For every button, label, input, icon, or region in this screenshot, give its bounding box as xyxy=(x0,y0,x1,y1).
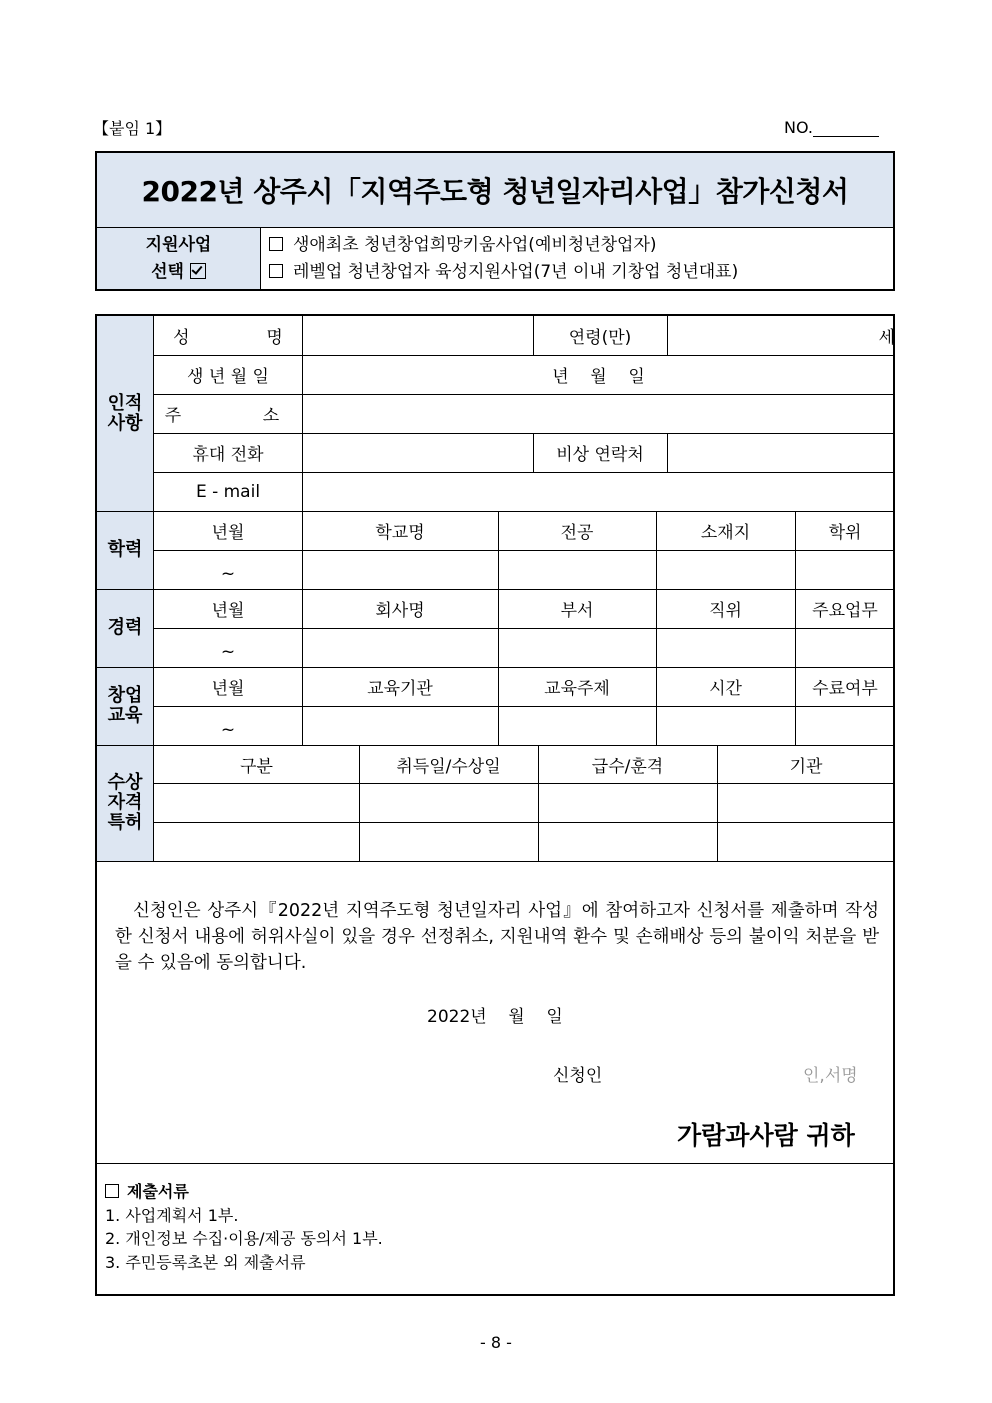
address-field[interactable] xyxy=(302,394,895,433)
age-field[interactable]: 세 xyxy=(878,328,895,348)
awards-header-date: 취득일/수상일 xyxy=(396,756,501,777)
startup-header-institution: 교육기관 xyxy=(367,679,433,699)
documents-title: 제출서류 xyxy=(105,1180,383,1204)
applicant-label: 신청인 xyxy=(553,1066,603,1086)
attachment-label: 【붙임 1】 xyxy=(93,119,172,138)
support-select-label xyxy=(97,228,261,289)
startup-header-hours: 시간 xyxy=(709,679,742,699)
document-number xyxy=(784,118,879,137)
address-label: 주 소 xyxy=(164,406,292,426)
date-line: 2022년 월 일 xyxy=(427,1007,563,1027)
edu-header-school: 학교명 xyxy=(375,523,425,543)
no-field[interactable] xyxy=(813,122,879,137)
career-date-field[interactable]: ~ xyxy=(220,641,236,662)
startup-edu-section-label: 창업 교육 xyxy=(97,667,154,745)
mobile-label: 휴대 전화 xyxy=(192,445,264,465)
checkbox-option-2[interactable] xyxy=(269,264,283,278)
birth-label: 생 년 월 일 xyxy=(187,367,269,387)
awards-section-label: 수상 자격 특허 xyxy=(97,745,154,861)
page-number: - 8 - xyxy=(480,1333,512,1352)
birth-field[interactable]: 년 월 일 xyxy=(552,367,645,387)
name-label: 성 명 xyxy=(173,328,305,348)
startup-header-topic: 교육주제 xyxy=(544,679,610,699)
document-item-1: 1. 사업계획서 1부. xyxy=(105,1205,239,1225)
no-label: NO. xyxy=(784,118,813,137)
career-header-dept: 부서 xyxy=(560,601,594,621)
awards-header-org: 기관 xyxy=(789,756,823,777)
signature-field[interactable]: 인,서명 xyxy=(803,1066,858,1086)
addressee: 가람과사람 귀하 xyxy=(677,1121,855,1150)
name-field[interactable] xyxy=(302,316,533,355)
awards-header-grade: 급수/훈격 xyxy=(591,756,664,777)
edu-header-location: 소재지 xyxy=(700,523,751,543)
age-label: 연령(만) xyxy=(568,328,632,348)
application-form xyxy=(95,314,895,1296)
documents-section xyxy=(105,1180,383,1274)
title-box xyxy=(95,151,895,291)
option-1[interactable]: 생애최초 청년창업희망키움사업(예비청년창업자) xyxy=(269,232,738,259)
support-label-1: 지원사업 xyxy=(145,234,212,255)
career-header-position: 직위 xyxy=(709,601,742,621)
support-label-2: 선택 xyxy=(151,259,206,286)
mobile-field[interactable] xyxy=(302,433,533,472)
career-header-duty: 주요업무 xyxy=(812,601,878,621)
declaration-text: 신청인은 상주시『2022년 지역주도형 청년일자리 사업』에 참여하고자 신청서를 제출하며 작성한 신청서 내용에 허위사실이 있을 경우 선정취소, 지원내역 환수 및 손해배상 등의 불이익 처분을 받을 수 있음에 동의합니다. xyxy=(115,901,879,973)
support-options xyxy=(269,232,738,286)
career-header-company: 회사명 xyxy=(375,601,425,621)
edu-date-field[interactable]: ~ xyxy=(220,563,236,584)
email-field[interactable] xyxy=(302,472,895,511)
email-label: E - mail xyxy=(195,481,261,502)
document-item-2: 2. 개인정보 수집·이용/제공 동의서 1부. xyxy=(105,1229,383,1248)
edu-header-degree: 학위 xyxy=(828,523,862,543)
career-header-date: 년월 xyxy=(211,601,245,621)
emergency-label: 비상 연락처 xyxy=(556,445,644,465)
emergency-field[interactable] xyxy=(667,433,895,472)
startup-header-date: 년월 xyxy=(211,679,245,699)
startup-header-completion: 수료여부 xyxy=(812,679,878,699)
startup-date-field[interactable]: ~ xyxy=(220,719,236,740)
document-item-3: 3. 주민등록초본 외 제출서류 xyxy=(105,1252,306,1272)
edu-header-major: 전공 xyxy=(560,523,594,543)
option-2[interactable]: 레벨업 청년창업자 육성지원사업(7년 이내 기창업 청년대표) xyxy=(269,259,738,286)
checkbox-option-1[interactable] xyxy=(269,237,283,251)
personal-section-label: 인적 사항 xyxy=(97,316,154,511)
career-section-label: 경력 xyxy=(97,589,154,667)
form-title: 2022년 상주시「지역주도형 청년일자리사업」참가신청서 xyxy=(97,153,893,228)
education-section-label: 학력 xyxy=(97,511,154,589)
checked-box-icon xyxy=(190,263,206,279)
square-icon xyxy=(105,1184,119,1198)
awards-header-type: 구분 xyxy=(240,756,273,777)
edu-header-date: 년월 xyxy=(211,523,245,543)
